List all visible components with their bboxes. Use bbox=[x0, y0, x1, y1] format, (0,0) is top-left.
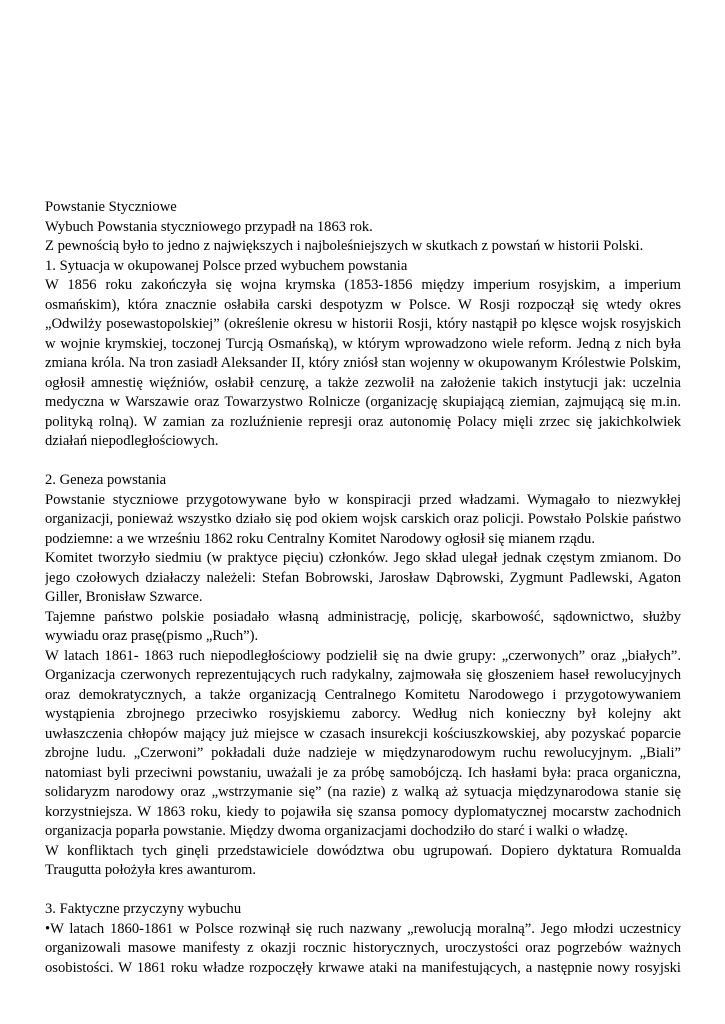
paragraph-line: zbrojne ludu. „Czerwoni” pokładali duże nadzieje w międzynarodowym ruchu rewolucyjnym. „Biali” bbox=[45, 745, 681, 761]
paragraph-line: działań niepodległościowych. bbox=[45, 433, 219, 449]
paragraph-line: Giller, Bronisław Szwarce. bbox=[45, 589, 203, 605]
paragraph-line: Traugutta położyła kres awanturom. bbox=[45, 862, 257, 878]
paragraph-line: osobistości. W 1861 roku władze rozpoczęły krwawe ataki na manifestujących, a następnie nowy rosyjski bbox=[45, 959, 681, 976]
paragraph-line: podziemne: a we wrześniu 1862 roku Centralny Komitet Narodowy ogłosił się mianem rządu. bbox=[45, 530, 595, 547]
document-page bbox=[45, 198, 681, 978]
intro-line: Wybuch Powstania styczniowego przypadł na 1863 rok. bbox=[45, 218, 373, 235]
paragraph-line: Tajemne państwo polskie posiadało własną administrację, policję, skarbowość, sądownictwo, służby bbox=[45, 608, 681, 625]
blank-line bbox=[45, 881, 681, 901]
paragraph-line: uwłaszczenia chłopów mający już miejsce w czasach insurekcji kościuszkowskiej, aby pozyskać poparcie bbox=[45, 725, 681, 742]
paragraph-line: wywiadu oraz prasę(pismo „Ruch”). bbox=[45, 628, 259, 644]
section-heading: 1. Sytuacja w okupowanej Polsce przed wybuchem powstania bbox=[45, 257, 408, 274]
paragraph-line: W 1856 roku zakończyła się wojna krymska (1853-1856 między imperium rosyjskim, a imperium bbox=[45, 277, 681, 293]
paragraph-line: •W latach 1860-1861 w Polsce rozwinął się ruch nazwany „rewolucją moralną”. Jego młodzi uczestnicy bbox=[45, 920, 681, 937]
paragraph-line: Powstanie styczniowe przygotowywane było w konspiracji przed władzami. Wymagało to niezwykłej bbox=[45, 491, 681, 508]
paragraph-line: natomiast byli przeciwni powstaniu, uważali je za próbę samobójczą. Ich hasłami była: praca organiczna, bbox=[45, 764, 681, 781]
paragraph-line: zmiana króla. Na tron zasiadł Aleksander II, który zniósł stan wojenny w okupowanym Królestwie Polskim, bbox=[45, 355, 681, 371]
paragraph-line: W latach 1861- 1863 ruch niepodległościowy podzielił się na dwie grupy: „czerwonych” oraz „białych”. bbox=[45, 647, 681, 664]
paragraph-line: osmańskim), która znacznie osłabiła carski despotyzm w Polsce. W Rosji rozpoczął się wtedy okres bbox=[45, 296, 681, 313]
document-title: Powstanie Styczniowe bbox=[45, 199, 177, 215]
paragraph-line: organizacji, ponieważ wszystko działo się pod okiem wojsk carskich oraz policji. Powstało Polskie państwo bbox=[45, 511, 681, 527]
paragraph-line: organizacja poparła powstanie. Między dwoma organizacjami dochodziło do starć i walki o władzę. bbox=[45, 823, 629, 839]
paragraph-line: wystąpienia zbrojnego przeciwko rosyjskiemu zaborcy. Według nich konieczny był kolejny akt bbox=[45, 706, 681, 722]
paragraph-line: polityką rolną). W zamian za rozluźnienie represji oraz autonomię Polacy mięli zrzec się jakichkolwiek bbox=[45, 413, 681, 430]
paragraph-line: korzystniejsza. W 1863 roku, kiedy to pojawiła się szansa pomocy dyplomatycznej mocarstw zachodnich bbox=[45, 803, 681, 820]
paragraph-line: Komitet tworzyło siedmiu (w praktyce pięciu) członków. Jego skład ulegał jednak częstym zmianom. Do bbox=[45, 550, 681, 566]
paragraph-line: Organizacja czerwonych reprezentujących ruch radykalny, zajmowała się głoszeniem haseł rewolucyjnych bbox=[45, 667, 681, 683]
blank-line bbox=[45, 452, 681, 472]
paragraph-line: solidaryzm narodowy oraz „wstrzymanie się” (na razie) z walką aż sytuacja międzynarodowa stanie się bbox=[45, 784, 681, 800]
paragraph-line: oraz demokratycznych, a także organizacją Centralnego Komitetu Narodowego i przygotowywaniem bbox=[45, 686, 681, 703]
paragraph-line: ogłosił amnestię więźniów, osłabił cenzurę, a także zezwolił na założenie takich instytucji jak: uczelnia bbox=[45, 374, 681, 391]
paragraph-line: organizowali masowe manifesty z okazji rocznic historycznych, uroczystości oraz pogrzebów ważnych bbox=[45, 940, 681, 956]
paragraph-line: jego czołowych działaczy należeli: Stefan Bobrowski, Jarosław Dąbrowski, Zygmunt Padlewski, Agaton bbox=[45, 569, 681, 586]
paragraph-line: „Odwilży posewastopolskiej” (określenie okresu w historii Rosji, który nastąpił po klęsce wojsk rosyjskich bbox=[45, 316, 681, 332]
section-heading: 3. Faktyczne przyczyny wybuchu bbox=[45, 901, 242, 917]
paragraph-line: medyczna w Warszawie oraz Towarzystwo Rolnicze (organizację skupiającą ziemian, zajmującą się m.in. bbox=[45, 394, 681, 410]
paragraph-line: w wojnie krymskiej, toczonej Turcją Osmańską), w którym wprowadzono wiele reform. Jedną z nich była bbox=[45, 335, 681, 352]
intro-line: Z pewnością było to jedno z największych i najboleśniejszych w skutkach z powstań w historii Polski. bbox=[45, 238, 644, 254]
section-heading: 2. Geneza powstania bbox=[45, 472, 167, 488]
paragraph-line: W konfliktach tych ginęli przedstawiciele dowództwa obu ugrupowań. Dopiero dyktatura Romualda bbox=[45, 842, 681, 859]
